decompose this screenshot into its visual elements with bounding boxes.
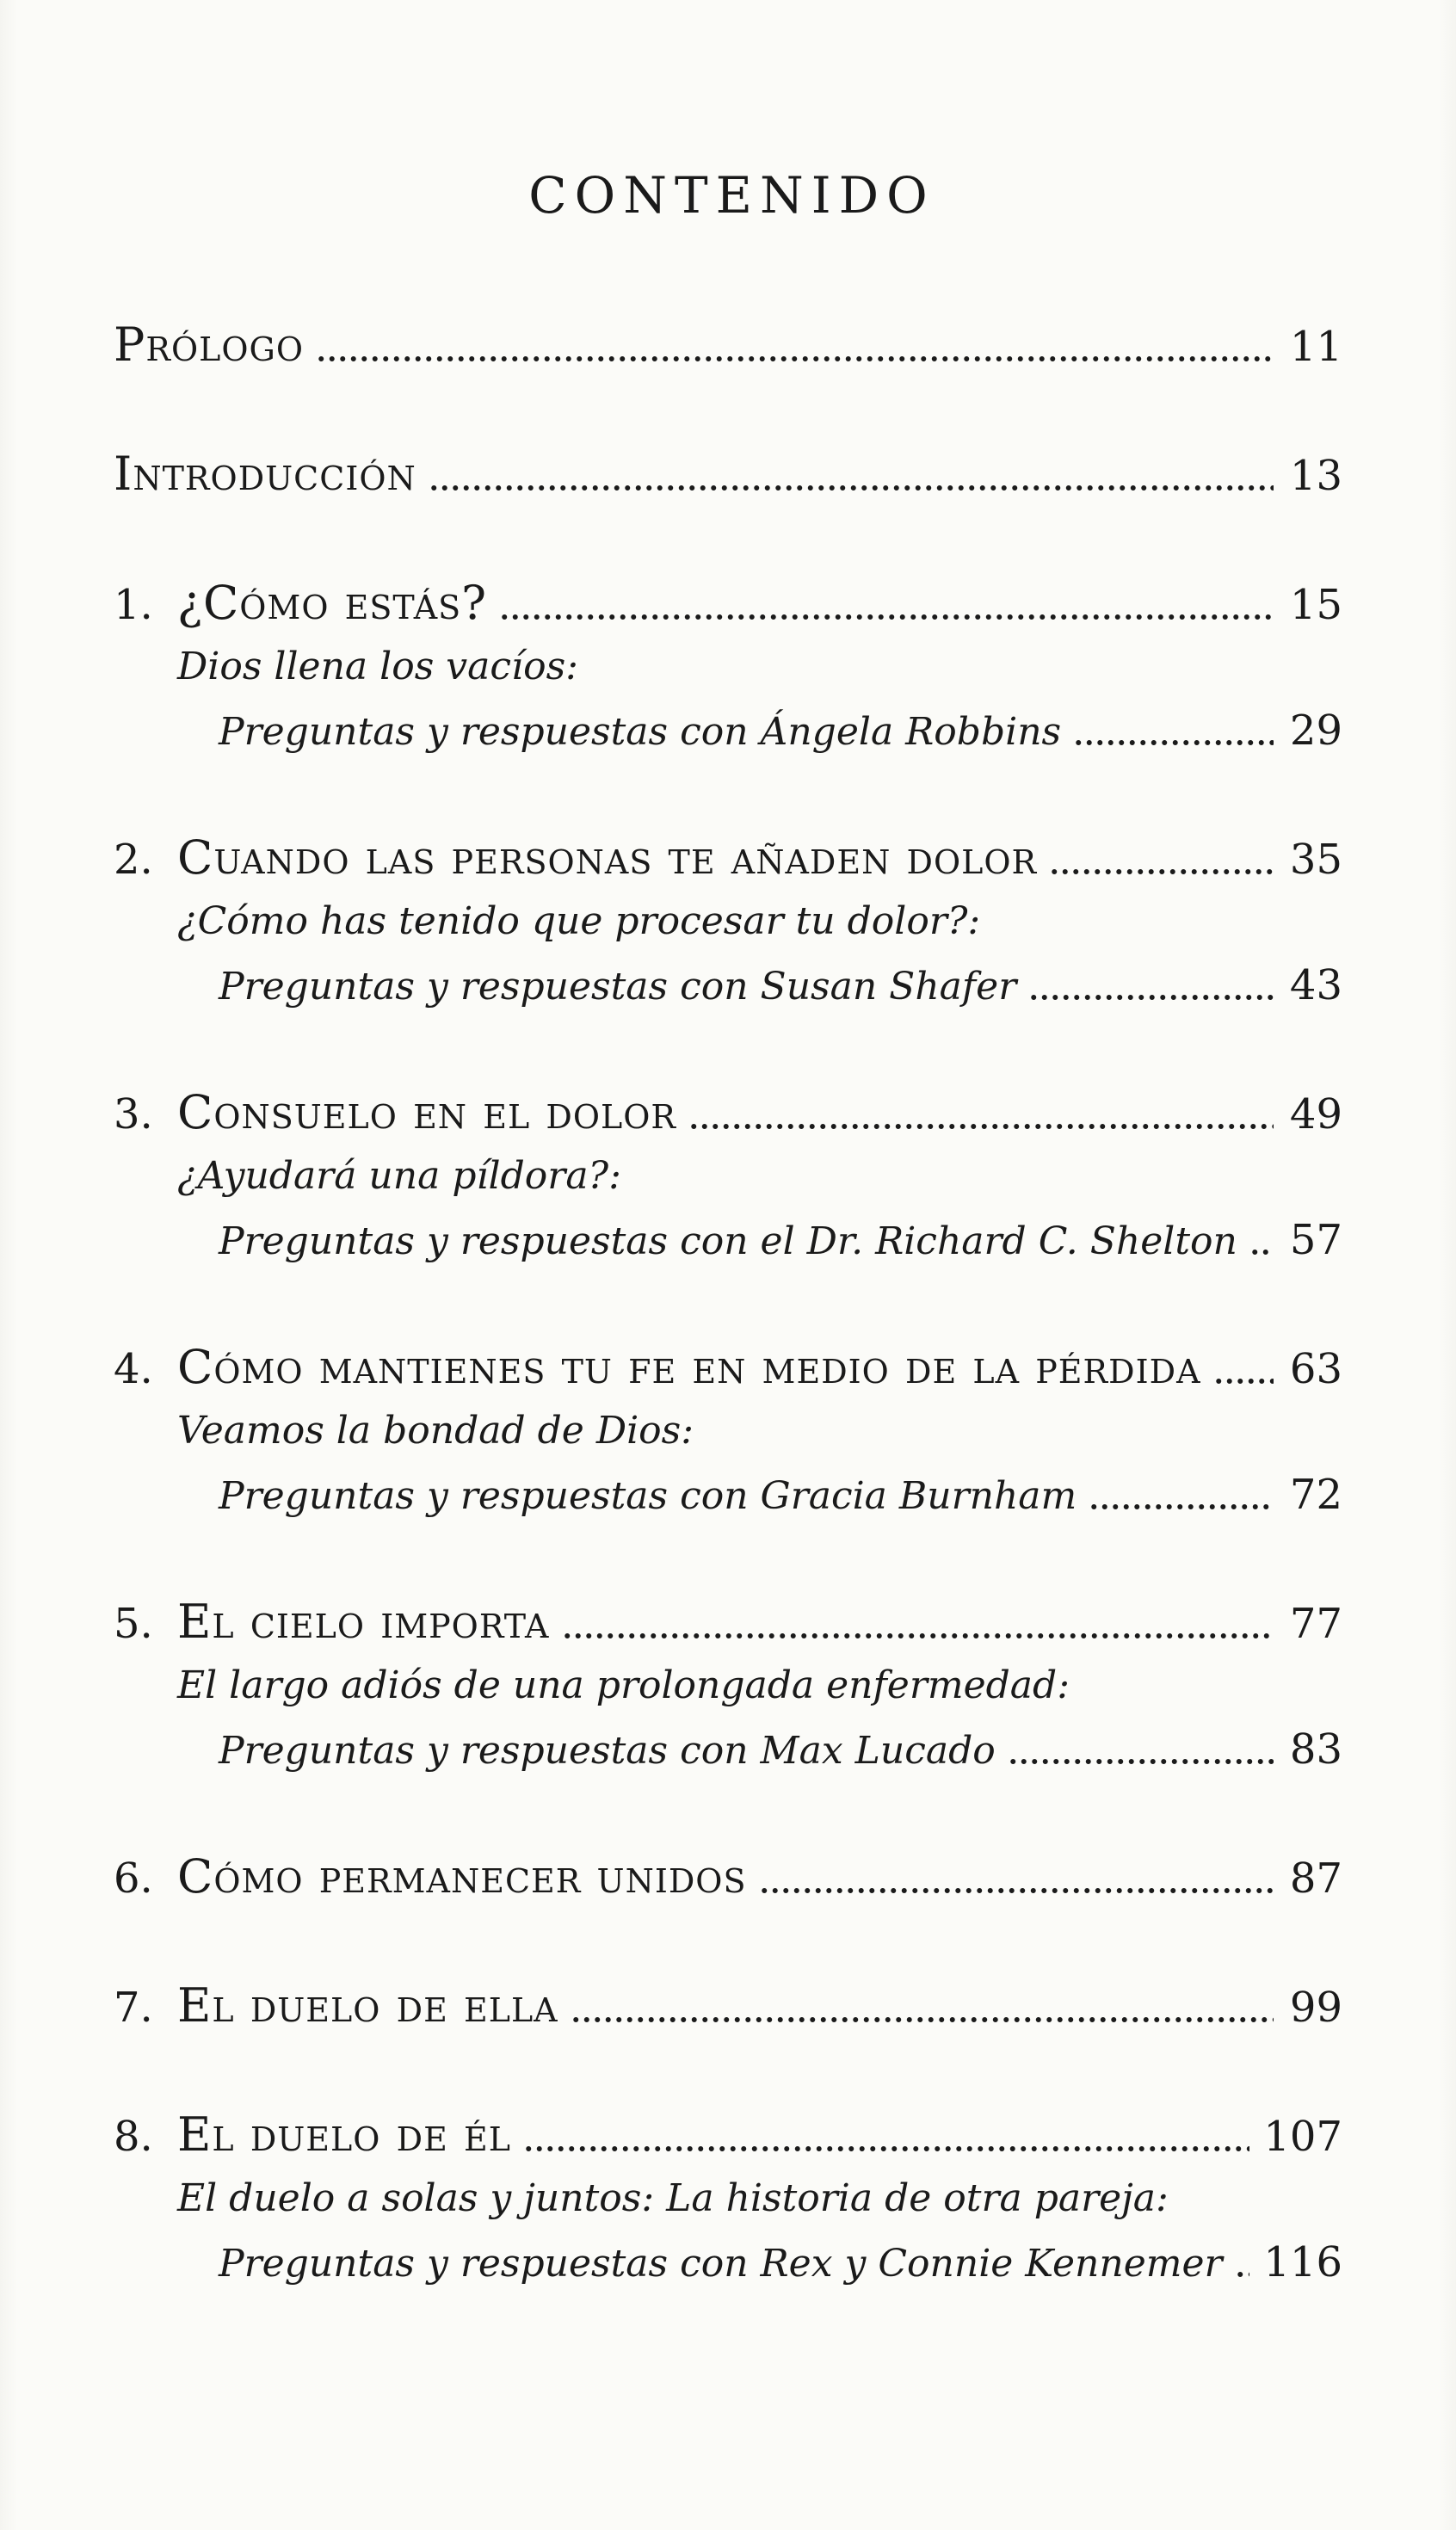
chapter-entry-6 — [114, 1850, 1342, 1905]
chapter-subtitle: ¿Ayudará una píldora?: — [177, 1154, 621, 1198]
chapter-qa-row — [114, 959, 1342, 1012]
dot-leader — [571, 2016, 1274, 2023]
page-number: 83 — [1289, 1725, 1342, 1774]
chapter-number: 7. — [114, 1984, 153, 2032]
chapter-subtitle: ¿Cómo has tenido que procesar tu dolor?: — [177, 899, 981, 943]
page-number: 99 — [1289, 1984, 1342, 2032]
chapter-number: 1. — [114, 581, 153, 629]
dot-leader — [523, 2145, 1249, 2152]
chapter-list — [114, 577, 1342, 2289]
dot-leader — [1073, 739, 1274, 746]
chapter-title: Cuando las personas te añaden dolor — [177, 830, 1038, 885]
entry-label: Introducción — [114, 447, 416, 501]
page-number: 107 — [1263, 2113, 1342, 2161]
chapter-number: 3. — [114, 1090, 153, 1138]
dot-leader — [1008, 1758, 1274, 1765]
dot-leader — [499, 614, 1274, 620]
chapter-title-row — [114, 1086, 1342, 1141]
chapter-entry-7 — [114, 1979, 1342, 2034]
chapter-number: 5. — [114, 1600, 153, 1648]
chapter-subtitle: El largo adiós de una prolongada enfermedad: — [177, 1663, 1070, 1707]
page-number: 116 — [1263, 2238, 1342, 2286]
chapter-title-row — [114, 1979, 1342, 2034]
dot-leader — [1213, 1378, 1274, 1385]
page-number: 35 — [1289, 836, 1342, 884]
chapter-entry-4 — [114, 1341, 1342, 1521]
page-number: 57 — [1289, 1216, 1342, 1264]
chapter-qa-row — [114, 1468, 1342, 1521]
chapter-subtitle: Veamos la bondad de Dios: — [177, 1409, 694, 1453]
chapter-title: ¿Cómo estás? — [177, 576, 488, 630]
chapter-title: Cómo mantienes tu fe en medio de la pérdida — [177, 1340, 1201, 1394]
chapter-entry-2 — [114, 831, 1342, 1012]
chapter-qa-row — [114, 1723, 1342, 1776]
chapter-number: 4. — [114, 1345, 153, 1393]
front-matter-section — [114, 318, 1342, 503]
qa-label: Preguntas y respuestas con el Dr. Richard C. Shelton — [219, 1219, 1237, 1263]
page-number: 72 — [1289, 1471, 1342, 1519]
chapter-entry-3 — [114, 1086, 1342, 1267]
qa-label: Preguntas y respuestas con Susan Shafer — [219, 965, 1017, 1009]
page-number: 13 — [1289, 452, 1342, 500]
page-number: 87 — [1289, 1854, 1342, 1903]
dot-leader — [1089, 1503, 1274, 1510]
dot-leader — [1049, 868, 1274, 875]
dot-leader — [759, 1887, 1274, 1894]
chapter-number: 2. — [114, 836, 153, 884]
chapter-title-row — [114, 1341, 1342, 1396]
chapter-title-row — [114, 577, 1342, 632]
front-matter-entry-prologo — [114, 318, 1342, 373]
chapter-entry-8 — [114, 2108, 1342, 2289]
chapter-qa-row — [114, 2236, 1342, 2289]
dot-leader — [316, 355, 1274, 362]
chapter-title: El cielo importa — [177, 1595, 550, 1649]
dot-leader — [1235, 2271, 1250, 2278]
entry-label: Prólogo — [114, 318, 304, 372]
chapter-subtitle: El duelo a solas y juntos: La historia de otra pareja: — [177, 2176, 1169, 2220]
chapter-title: El duelo de él — [177, 2107, 511, 2162]
chapter-number: 6. — [114, 1854, 153, 1903]
chapter-subtitle: Dios llena los vacíos: — [177, 645, 578, 688]
chapter-title: Cómo permanecer unidos — [177, 1849, 747, 1904]
qa-label: Preguntas y respuestas con Gracia Burnham — [219, 1474, 1077, 1518]
page-number: 49 — [1289, 1090, 1342, 1138]
page-number: 11 — [1289, 323, 1342, 371]
chapter-entry-1 — [114, 577, 1342, 757]
page-number: 29 — [1289, 707, 1342, 755]
chapter-title: El duelo de ella — [177, 1978, 558, 2033]
dot-leader — [1028, 994, 1274, 1001]
dot-leader — [688, 1123, 1274, 1130]
chapter-title: Consuelo en el dolor — [177, 1085, 676, 1139]
dot-leader — [1249, 1249, 1274, 1256]
page-number: 77 — [1289, 1600, 1342, 1648]
page-number: 63 — [1289, 1345, 1342, 1393]
qa-label: Preguntas y respuestas con Ángela Robbins — [219, 710, 1062, 754]
front-matter-entry-introduccion — [114, 447, 1342, 503]
dot-leader — [429, 484, 1274, 491]
chapter-qa-row — [114, 1213, 1342, 1267]
chapter-title-row — [114, 831, 1342, 886]
page-title: CONTENIDO — [528, 166, 935, 225]
chapter-entry-5 — [114, 1595, 1342, 1776]
page-number: 43 — [1289, 961, 1342, 1009]
qa-label: Preguntas y respuestas con Max Lucado — [219, 1729, 996, 1773]
chapter-number: 8. — [114, 2113, 153, 2161]
page-number: 15 — [1289, 581, 1342, 629]
chapter-title-row — [114, 2108, 1342, 2163]
chapter-qa-row — [114, 704, 1342, 757]
chapter-title-row — [114, 1850, 1342, 1905]
chapter-title-row — [114, 1595, 1342, 1651]
dot-leader — [562, 1632, 1274, 1639]
qa-label: Preguntas y respuestas con Rex y Connie Kennemer — [219, 2242, 1223, 2286]
